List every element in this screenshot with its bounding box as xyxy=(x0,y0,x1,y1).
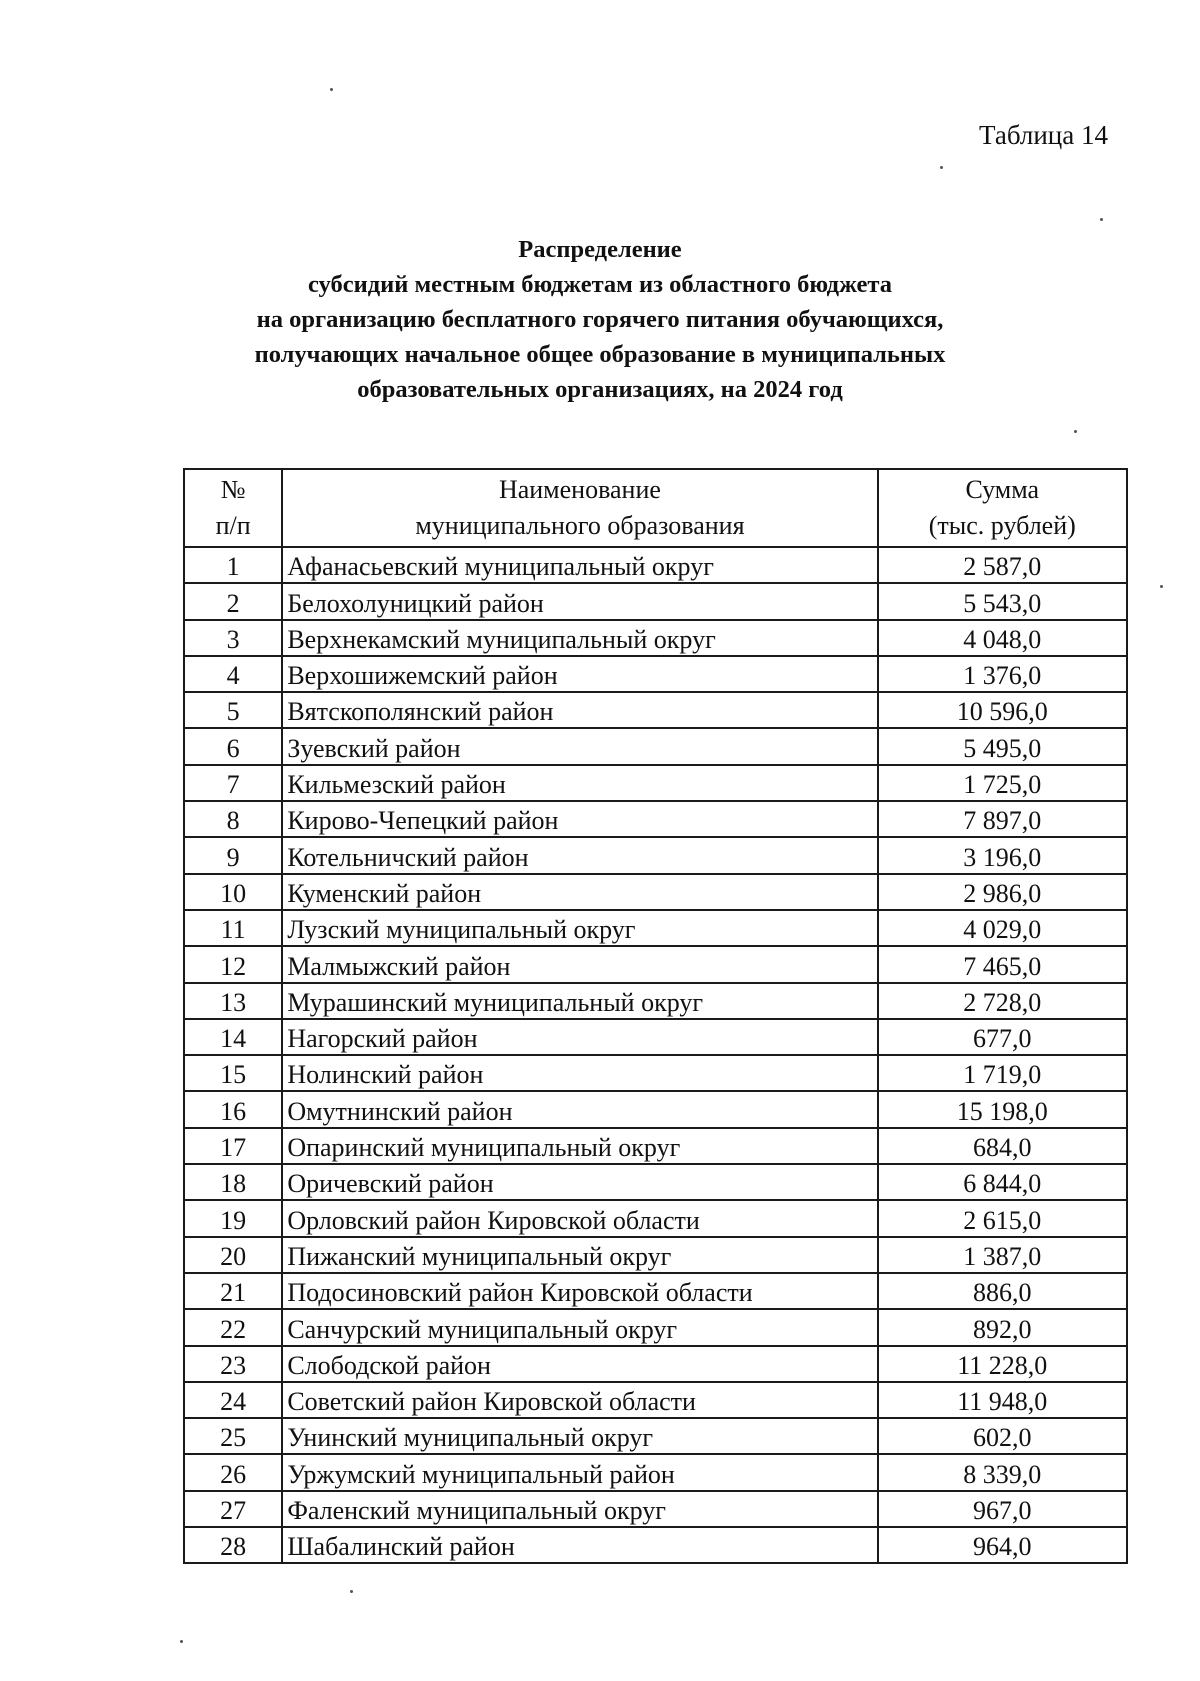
scan-speck xyxy=(940,166,943,169)
table-row xyxy=(184,1200,1127,1236)
row-number-cell: 8 xyxy=(184,801,282,837)
municipality-name-cell: Фаленский муниципальный округ xyxy=(282,1491,877,1527)
table-row xyxy=(184,801,1127,837)
header-sum: Сумма (тыс. рублей) xyxy=(878,469,1127,547)
row-number-cell: 2 xyxy=(184,583,282,619)
municipality-name-cell: Зуевский район xyxy=(282,728,877,764)
subsidy-distribution-table xyxy=(183,468,1128,1564)
row-number-cell: 19 xyxy=(184,1200,282,1236)
municipality-name-cell: Нолинский район xyxy=(282,1055,877,1091)
row-number-cell: 9 xyxy=(184,837,282,873)
table-row xyxy=(184,728,1127,764)
row-number-cell: 10 xyxy=(184,874,282,910)
municipality-name-cell: Кильмезский район xyxy=(282,765,877,801)
header-municipality: Наименование муниципального образования xyxy=(282,469,877,547)
heading-line: образовательных организациях, на 2024 год xyxy=(357,376,843,403)
row-number-cell: 13 xyxy=(184,983,282,1019)
table-header-row xyxy=(184,469,1127,547)
municipality-name-cell: Кирово-Чепецкий район xyxy=(282,801,877,837)
municipality-name-cell: Санчурский муниципальный округ xyxy=(282,1309,877,1345)
table-row xyxy=(184,583,1127,619)
municipality-name-cell: Мурашинский муниципальный округ xyxy=(282,983,877,1019)
scan-speck xyxy=(330,88,333,91)
heading-line: субсидий местным бюджетам из областного бюджета xyxy=(308,271,892,298)
row-number-cell: 16 xyxy=(184,1091,282,1127)
municipality-name-cell: Унинский муниципальный округ xyxy=(282,1418,877,1454)
scan-speck xyxy=(180,1640,183,1643)
row-number-cell: 21 xyxy=(184,1273,282,1309)
row-number-cell: 18 xyxy=(184,1164,282,1200)
header-number: № п/п xyxy=(184,469,282,547)
municipality-name-cell: Шабалинский район xyxy=(282,1527,877,1563)
table-row xyxy=(184,1346,1127,1382)
subsidy-sum-cell: 892,0 xyxy=(878,1309,1127,1345)
row-number-cell: 1 xyxy=(184,547,282,583)
subsidy-sum-cell: 684,0 xyxy=(878,1128,1127,1164)
table-row xyxy=(184,1454,1127,1490)
municipality-name-cell: Котельничский район xyxy=(282,837,877,873)
subsidy-sum-cell: 11 948,0 xyxy=(878,1382,1127,1418)
row-number-cell: 17 xyxy=(184,1128,282,1164)
municipality-name-cell: Оричевский район xyxy=(282,1164,877,1200)
row-number-cell: 7 xyxy=(184,765,282,801)
scan-speck xyxy=(1100,218,1103,221)
row-number-cell: 15 xyxy=(184,1055,282,1091)
table-row xyxy=(184,1491,1127,1527)
municipality-name-cell: Опаринский муниципальный округ xyxy=(282,1128,877,1164)
table-row xyxy=(184,547,1127,583)
subsidy-sum-cell: 886,0 xyxy=(878,1273,1127,1309)
row-number-cell: 11 xyxy=(184,910,282,946)
table-row xyxy=(184,1019,1127,1055)
table-row xyxy=(184,1382,1127,1418)
subsidy-sum-cell: 3 196,0 xyxy=(878,837,1127,873)
scan-speck xyxy=(1074,430,1077,433)
subsidy-sum-cell: 4 029,0 xyxy=(878,910,1127,946)
table-row xyxy=(184,983,1127,1019)
table-number-label: Таблица 14 xyxy=(979,120,1108,150)
subsidy-sum-cell: 7 465,0 xyxy=(878,946,1127,982)
table-row xyxy=(184,765,1127,801)
row-number-cell: 6 xyxy=(184,728,282,764)
subsidy-sum-cell: 5 543,0 xyxy=(878,583,1127,619)
subsidy-sum-cell: 10 596,0 xyxy=(878,692,1127,728)
row-number-cell: 24 xyxy=(184,1382,282,1418)
table-row xyxy=(184,910,1127,946)
table-row xyxy=(184,1309,1127,1345)
table-row xyxy=(184,692,1127,728)
municipality-name-cell: Белохолуницкий район xyxy=(282,583,877,619)
row-number-cell: 27 xyxy=(184,1491,282,1527)
table-row xyxy=(184,837,1127,873)
municipality-name-cell: Верхошижемский район xyxy=(282,656,877,692)
subsidy-sum-cell: 8 339,0 xyxy=(878,1454,1127,1490)
table-row xyxy=(184,656,1127,692)
row-number-cell: 25 xyxy=(184,1418,282,1454)
municipality-name-cell: Уржумский муниципальный район xyxy=(282,1454,877,1490)
subsidy-sum-cell: 2 587,0 xyxy=(878,547,1127,583)
subsidy-sum-cell: 1 719,0 xyxy=(878,1055,1127,1091)
municipality-name-cell: Афанасьевский муниципальный округ xyxy=(282,547,877,583)
table-row xyxy=(184,1091,1127,1127)
table-row xyxy=(184,1055,1127,1091)
table-row xyxy=(184,1164,1127,1200)
heading-line: на организацию бесплатного горячего питания обучающихся, xyxy=(256,306,944,333)
subsidy-sum-cell: 7 897,0 xyxy=(878,801,1127,837)
row-number-cell: 4 xyxy=(184,656,282,692)
municipality-name-cell: Слободской район xyxy=(282,1346,877,1382)
subsidy-sum-cell: 11 228,0 xyxy=(878,1346,1127,1382)
municipality-name-cell: Вятскополянский район xyxy=(282,692,877,728)
municipality-name-cell: Пижанский муниципальный округ xyxy=(282,1237,877,1273)
table-row xyxy=(184,1418,1127,1454)
table-row xyxy=(184,874,1127,910)
table-row xyxy=(184,946,1127,982)
scan-speck xyxy=(350,1590,353,1593)
document-heading xyxy=(0,232,1200,407)
table-row xyxy=(184,1273,1127,1309)
municipality-name-cell: Советский район Кировской области xyxy=(282,1382,877,1418)
row-number-cell: 26 xyxy=(184,1454,282,1490)
subsidy-sum-cell: 2 615,0 xyxy=(878,1200,1127,1236)
subsidy-sum-cell: 967,0 xyxy=(878,1491,1127,1527)
scan-speck xyxy=(1160,585,1163,588)
subsidy-sum-cell: 2 728,0 xyxy=(878,983,1127,1019)
subsidy-sum-cell: 602,0 xyxy=(878,1418,1127,1454)
row-number-cell: 28 xyxy=(184,1527,282,1563)
subsidy-sum-cell: 6 844,0 xyxy=(878,1164,1127,1200)
row-number-cell: 20 xyxy=(184,1237,282,1273)
row-number-cell: 5 xyxy=(184,692,282,728)
subsidy-sum-cell: 2 986,0 xyxy=(878,874,1127,910)
table-body xyxy=(184,547,1127,1563)
heading-line: получающих начальное общее образование в муниципальных xyxy=(254,341,946,368)
row-number-cell: 14 xyxy=(184,1019,282,1055)
row-number-cell: 23 xyxy=(184,1346,282,1382)
municipality-name-cell: Лузский муниципальный округ xyxy=(282,910,877,946)
municipality-name-cell: Верхнекамский муниципальный округ xyxy=(282,620,877,656)
row-number-cell: 3 xyxy=(184,620,282,656)
subsidy-sum-cell: 1 376,0 xyxy=(878,656,1127,692)
subsidy-sum-cell: 5 495,0 xyxy=(878,728,1127,764)
subsidy-sum-cell: 677,0 xyxy=(878,1019,1127,1055)
subsidy-sum-cell: 1 725,0 xyxy=(878,765,1127,801)
subsidy-sum-cell: 964,0 xyxy=(878,1527,1127,1563)
table-row xyxy=(184,1527,1127,1563)
municipality-name-cell: Омутнинский район xyxy=(282,1091,877,1127)
row-number-cell: 22 xyxy=(184,1309,282,1345)
municipality-name-cell: Подосиновский район Кировской области xyxy=(282,1273,877,1309)
subsidy-sum-cell: 1 387,0 xyxy=(878,1237,1127,1273)
subsidy-sum-cell: 4 048,0 xyxy=(878,620,1127,656)
subsidy-sum-cell: 15 198,0 xyxy=(878,1091,1127,1127)
table-row xyxy=(184,1237,1127,1273)
municipality-name-cell: Нагорский район xyxy=(282,1019,877,1055)
heading-line: Распределение xyxy=(518,236,682,263)
municipality-name-cell: Малмыжский район xyxy=(282,946,877,982)
row-number-cell: 12 xyxy=(184,946,282,982)
municipality-name-cell: Куменский район xyxy=(282,874,877,910)
table-row xyxy=(184,1128,1127,1164)
table-row xyxy=(184,620,1127,656)
municipality-name-cell: Орловский район Кировской области xyxy=(282,1200,877,1236)
